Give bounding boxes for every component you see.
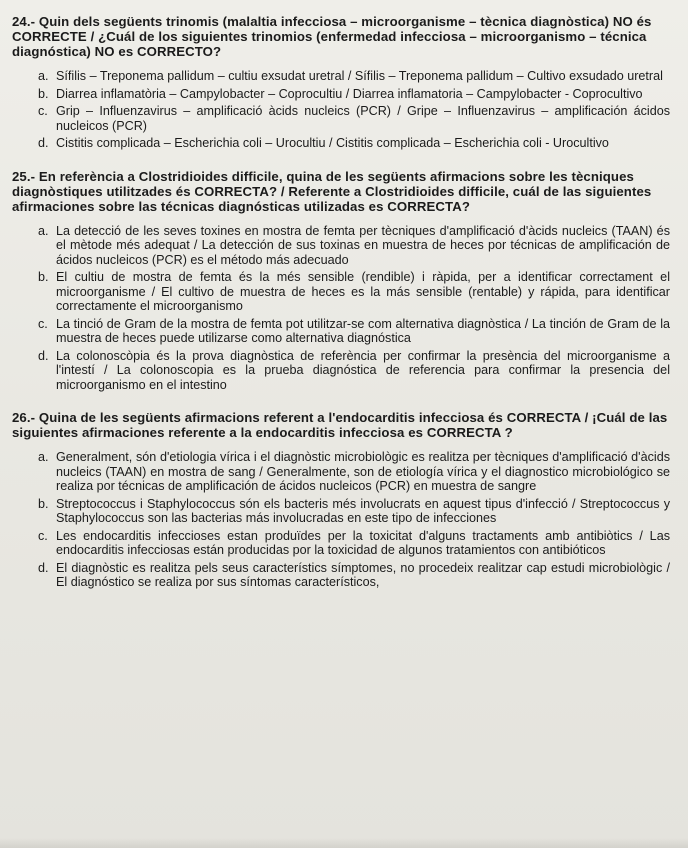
option-item (26, 450, 670, 494)
option-letter: a. (38, 450, 49, 464)
option-letter: d. (38, 136, 49, 150)
option-letter: a. (38, 223, 49, 238)
question-header: 25.- En referència a Clostridioides difficile, quina de les següents afirmacions sobre les tècniques diagnòstiques utilitzades és CORRECTA? / Referente a Clostridioides difficile, cuál de las siguientes afirmaciones sobre las técnicas diagnósticas utilizadas es CORRECTA? (12, 168, 652, 214)
option-text: Les endocarditis infeccioses estan produïdes per la toxicitat d'alguns tractaments amb antibiòtics / Las endocarditis infecciosas están producidas por la toxicidad de algunos tratamientos con antibióticos (56, 528, 670, 557)
option-list (12, 69, 670, 151)
option-list (12, 224, 670, 393)
option-item (26, 270, 670, 314)
option-text: La tinció de Gram de la mostra de femta pot utilitzar-se com alternativa diagnòstica / La tinción de Gram de la muestra de heces puede utilizarse como alternativa diagnóstica (56, 316, 670, 345)
question-header: 26.- Quina de les següents afirmacions referent a l'endocarditis infecciosa és CORRECTA / ¡Cuál de las siguientes afirmaciones referente a la endocarditis infecciosa es CORRECTA ? (12, 410, 668, 440)
question-26 (12, 410, 670, 590)
option-item (26, 497, 670, 526)
option-item (26, 561, 670, 590)
option-text: El diagnòstic es realitza pels seus característics símptomes, no procedeix realitzar cap estudi microbiològic / El diagnóstico se realiza por sus síntomas característicos, (56, 560, 670, 589)
option-item (26, 224, 670, 268)
option-text: Generalment, són d'etiologia vírica i el diagnòstic microbiològic es realitza per tècniques d'amplificació d'àcids nucleics (TAAN) en mostra de sang / Generalmente, son de etiología vírica y el diagnostico microbiológico se realiza por técnicas de amplificación de ácidos nucleicos (PCR) en muestra de sangre (56, 450, 670, 493)
option-text: Grip – Influenzavirus – amplificació àcids nucleics (PCR) / Gripe – Influenzavirus – amplificación ácidos nucleicos (PCR) (56, 104, 670, 133)
question-24 (12, 14, 670, 151)
option-letter: d. (38, 348, 49, 363)
option-item (26, 136, 670, 151)
option-text: Sífilis – Treponema pallidum – cultiu exsudat uretral / Sífilis – Treponema pallidum – Cultivo exsudado uretral (56, 69, 663, 83)
option-text: La colonoscòpia és la prova diagnòstica de referència per confirmar la presència del microorganisme a l'intestí / La colonoscopia es la prueba diagnóstica de referencia para confirmar la presencia del microorganismo en el intestino (56, 348, 670, 392)
option-text: Diarrea inflamatòria – Campylobacter – Coprocultiu / Diarrea inflamatoria – Campylobacter - Coprocultivo (56, 86, 643, 101)
option-letter: c. (38, 104, 48, 118)
option-item (26, 87, 670, 102)
question-header: 24.- Quin dels següents trinomis (malaltia infecciosa – microorganisme – tècnica diagnòstica) NO és CORRECTE / ¿Cuál de los siguientes trinomios (enfermedad infecciosa – microorganismo – técnica diagnóstica) NO es CORRECTO? (12, 14, 652, 59)
option-item (26, 69, 670, 84)
option-letter: c. (38, 316, 48, 331)
option-item (26, 104, 670, 133)
page-edge-shadow (0, 838, 688, 848)
question-25 (12, 169, 670, 393)
option-text: El cultiu de mostra de femta és la més sensible (rendible) i ràpida, per a identificar correctament el microorganisme / El cultivo de muestra de heces es la más sensible (rentable) y rápida, para identificar correctamente el microorganismo (56, 270, 670, 313)
option-letter: a. (38, 69, 49, 83)
option-letter: d. (38, 560, 49, 575)
option-text: La detecció de les seves toxines en mostra de femta per tècniques d'amplificació d'àcids nucleics (TAAN) és el mètode més adequat / La detección de sus toxinas en muestra de heces por técnicas de amplificación de ácidos nucleicos (PCR) es el método más adecuado (56, 223, 670, 267)
option-text: Cistitis complicada – Escherichia coli – Urocultiu / Cistitis complicada – Escherichia coli - Urocultivo (56, 136, 609, 150)
option-item (26, 317, 670, 346)
option-item (26, 349, 670, 393)
option-list (12, 450, 670, 590)
option-letter: b. (38, 270, 49, 284)
option-letter: b. (38, 496, 49, 511)
option-text: Streptococcus i Staphylococcus són els bacteris més involucrats en aquest tipus d'infecció / Streptococcus y Staphylococcus son las bacterias más involucradas en este tipo de infecciones (56, 496, 670, 525)
option-letter: b. (38, 86, 49, 101)
option-item (26, 529, 670, 558)
option-letter: c. (38, 528, 48, 543)
